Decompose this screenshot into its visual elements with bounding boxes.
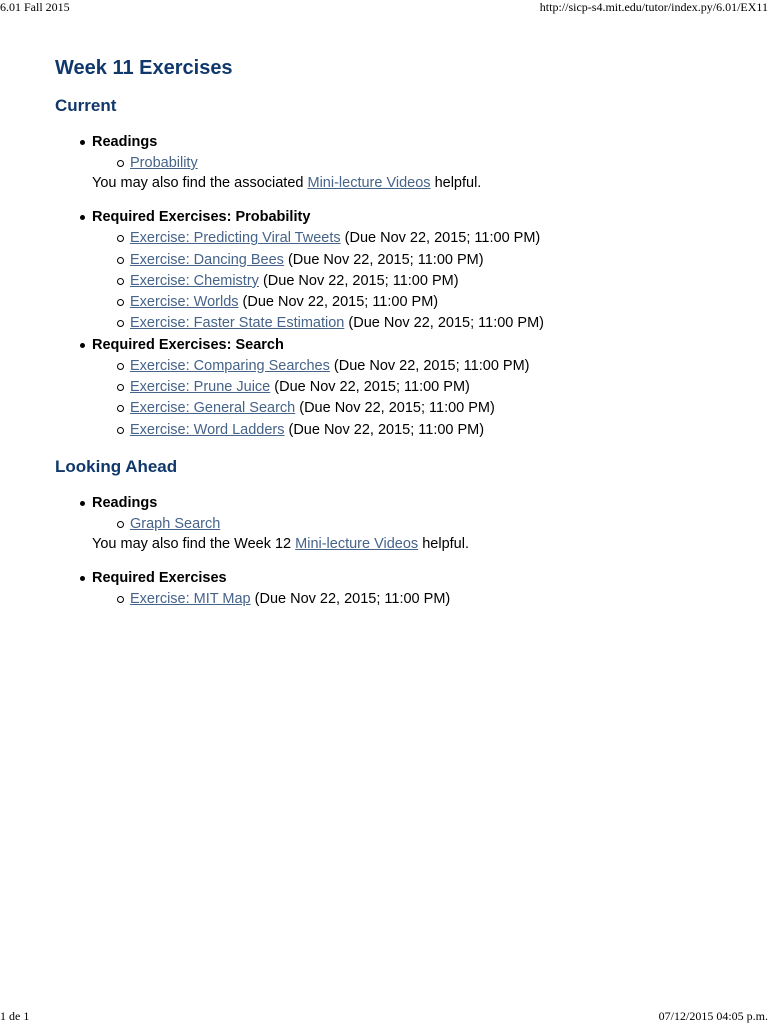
- print-header: [0, 0, 768, 16]
- exercise-link[interactable]: Exercise: Worlds: [130, 294, 239, 311]
- list-item: [130, 377, 755, 398]
- current-probability-item: [92, 207, 755, 334]
- due-date: (Due Nov 22, 2015; 11:00 PM): [242, 294, 439, 311]
- print-timestamp: 07/12/2015 04:05 p.m.: [658, 1009, 768, 1023]
- section-title-current: Current: [55, 96, 117, 115]
- exercise-link[interactable]: Exercise: Prune Juice: [130, 379, 271, 396]
- ahead-readings-note: [92, 535, 755, 553]
- ahead-exercises-label: Required Exercises: [92, 570, 227, 587]
- list-item: [130, 313, 755, 334]
- exercise-link[interactable]: Exercise: Chemistry: [130, 272, 259, 289]
- current-readings-label: Readings: [92, 134, 158, 150]
- exercise-link[interactable]: Exercise: Word Ladders: [130, 421, 285, 438]
- page-title: Week 11 Exercises: [55, 57, 233, 79]
- reading-link-graph-search[interactable]: Graph Search: [130, 515, 221, 532]
- note-text: You may also find the associated: [92, 175, 304, 192]
- note-text: You may also find the Week 12: [92, 536, 292, 553]
- due-date: (Due Nov 22, 2015; 11:00 PM): [299, 400, 495, 417]
- ahead-exercises-item: [92, 568, 755, 610]
- list-item: [130, 271, 755, 292]
- mini-lecture-videos-link[interactable]: Mini-lecture Videos: [295, 536, 419, 553]
- print-header-title: 6.01 Fall 2015: [0, 0, 70, 14]
- exercise-link[interactable]: Exercise: Faster State Estimation: [130, 315, 345, 332]
- due-date: (Due Nov 22, 2015; 11:00 PM): [254, 591, 451, 608]
- current-readings-links: [92, 153, 755, 174]
- search-exercises-label: Required Exercises: Search: [92, 336, 284, 353]
- exercise-link[interactable]: Exercise: Dancing Bees: [130, 251, 284, 268]
- list-item: [130, 250, 755, 271]
- mini-lecture-videos-link[interactable]: Mini-lecture Videos: [307, 175, 431, 192]
- page-content: [55, 56, 755, 611]
- note-text: helpful.: [434, 175, 482, 192]
- ahead-readings-label: Readings: [92, 494, 158, 511]
- print-footer: [0, 1009, 768, 1024]
- exercise-link[interactable]: Exercise: Predicting Viral Tweets: [130, 230, 341, 247]
- print-header-url: http://sicp-s4.mit.edu/tutor/index.py/6.01/EX11: [539, 0, 768, 14]
- list-item: [130, 153, 755, 174]
- current-readings-item: [92, 132, 755, 207]
- list-item: [130, 228, 755, 249]
- exercise-link[interactable]: Exercise: Comparing Searches: [130, 357, 330, 374]
- ahead-readings-links: [92, 514, 755, 535]
- due-date: (Due Nov 22, 2015; 11:00 PM): [274, 379, 470, 396]
- current-readings-note: [92, 174, 755, 192]
- search-exercises-list: [92, 356, 755, 441]
- list-item: [130, 356, 755, 377]
- due-date: (Due Nov 22, 2015; 11:00 PM): [344, 230, 541, 247]
- current-list: [55, 132, 755, 441]
- exercise-link[interactable]: Exercise: General Search: [130, 400, 296, 417]
- due-date: (Due Nov 22, 2015; 11:00 PM): [333, 357, 530, 374]
- due-date: (Due Nov 22, 2015; 11:00 PM): [262, 272, 459, 289]
- page-count: 1 de 1: [0, 1009, 30, 1023]
- due-date: (Due Nov 22, 2015; 11:00 PM): [288, 421, 485, 438]
- due-date: (Due Nov 22, 2015; 11:00 PM): [287, 251, 484, 268]
- list-item: [130, 398, 755, 419]
- list-item: [130, 514, 755, 535]
- ahead-exercises-list: [92, 589, 755, 610]
- list-item: [130, 420, 755, 441]
- ahead-readings-item: [92, 493, 755, 568]
- reading-link-probability[interactable]: Probability: [130, 155, 198, 171]
- exercise-link[interactable]: Exercise: MIT Map: [130, 591, 251, 608]
- current-search-item: [92, 335, 755, 441]
- list-item: [130, 292, 755, 313]
- ahead-list: [55, 493, 755, 611]
- list-item: [130, 589, 755, 610]
- section-title-looking-ahead: Looking Ahead: [55, 456, 178, 476]
- note-text: helpful.: [422, 536, 469, 553]
- due-date: (Due Nov 22, 2015; 11:00 PM): [348, 315, 544, 332]
- probability-exercises-label: Required Exercises: Probability: [92, 209, 311, 226]
- probability-exercises-list: [92, 228, 755, 334]
